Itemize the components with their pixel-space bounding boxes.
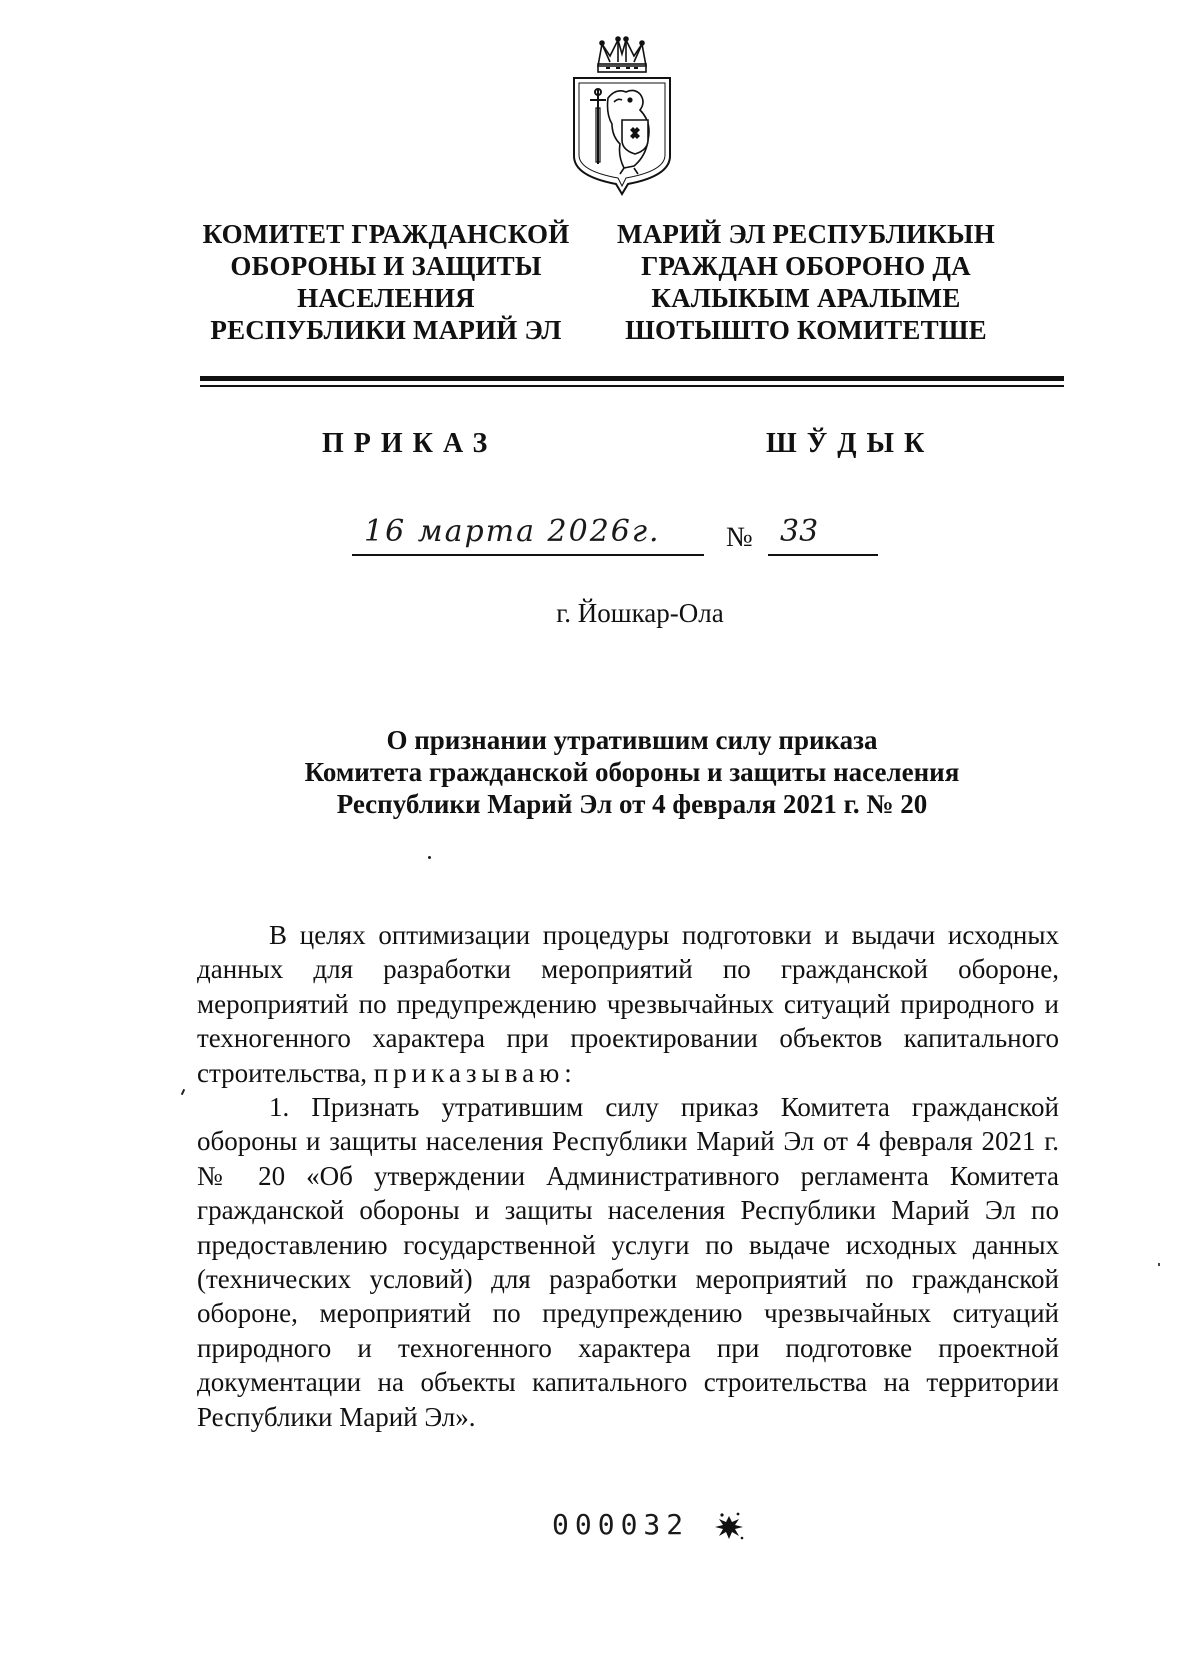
doc-type-russian: ПРИКАЗ bbox=[322, 428, 498, 459]
org-name-line: КАЛЫКЫМ АРАЛЫМЕ bbox=[651, 283, 961, 313]
order-word: приказываю: bbox=[373, 1057, 577, 1088]
body-paragraph-2: 1. Признать утратившим силу приказ Комитета гражданской обороны и защиты населения Республики Марий Эл от 4 февраля 2021 г. № 20 «Об утверждении Административного регламента Комитета гражданской обороны и защиты населения Республики Марий Эл по предоставлению государственной услуги по выдаче исходных данных (технических условий) для разработки мероприятий по гражданской обороне, мероприятий по предупреждению чрезвычайных ситуаций природного и техногенного характера при подготовке проектной документации на объекты капитального строительства на территории Республики Марий Эл». bbox=[197, 1092, 1059, 1432]
coat-of-arms-emblem bbox=[568, 36, 676, 196]
org-name-line: ГРАЖДАН ОБОРОНО ДА bbox=[641, 251, 971, 281]
org-name-line: ОБОРОНЫ И ЗАЩИТЫ bbox=[230, 251, 542, 281]
paragraph-text: В целях оптимизации процедуры подготовки и выдачи исходных данных для разработки мероприятий по гражданской обороне, мероприятий по предупреждению чрезвычайных ситуаций природного и техногенного характера при проектировании объектов капитального строительства, bbox=[197, 920, 1059, 1088]
org-name-line: НАСЕЛЕНИЯ bbox=[297, 283, 475, 313]
ink-blot-mark bbox=[712, 1510, 746, 1544]
scan-speck bbox=[181, 1089, 185, 1095]
scan-speck bbox=[428, 856, 431, 859]
city-name: г. Йошкар-Ола bbox=[556, 598, 724, 628]
org-name-line: МАРИЙ ЭЛ РЕСПУБЛИКЫН bbox=[617, 219, 995, 249]
org-name-line: КОМИТЕТ ГРАЖДАНСКОЙ bbox=[202, 219, 570, 249]
title-line: О признании утратившим силу приказа bbox=[386, 725, 878, 755]
body-paragraph-1 bbox=[197, 918, 1059, 1090]
org-name-russian bbox=[176, 218, 596, 346]
title-line: Комитета гражданской обороны и защиты населения bbox=[304, 757, 960, 787]
org-name-line: ШОТЫШТО КОМИТЕТШЕ bbox=[625, 315, 987, 345]
document-title bbox=[200, 724, 1064, 820]
handwritten-number: 33 bbox=[780, 514, 819, 549]
org-name-mari bbox=[596, 218, 1016, 346]
number-label: № bbox=[726, 522, 753, 553]
serial-number: 000032 bbox=[552, 1508, 690, 1541]
header-divider-thick bbox=[200, 376, 1064, 381]
doc-type-mari: ШЎДЫК bbox=[766, 428, 935, 459]
scan-speck bbox=[1158, 1263, 1160, 1266]
document-body bbox=[197, 918, 1059, 1434]
org-name-line: РЕСПУБЛИКИ МАРИЙ ЭЛ bbox=[210, 315, 562, 345]
header-divider-thin bbox=[200, 385, 1064, 387]
handwritten-date: 16 марта 2026г. bbox=[364, 514, 661, 549]
title-line: Республики Марий Эл от 4 февраля 2021 г. № 20 bbox=[336, 789, 928, 819]
